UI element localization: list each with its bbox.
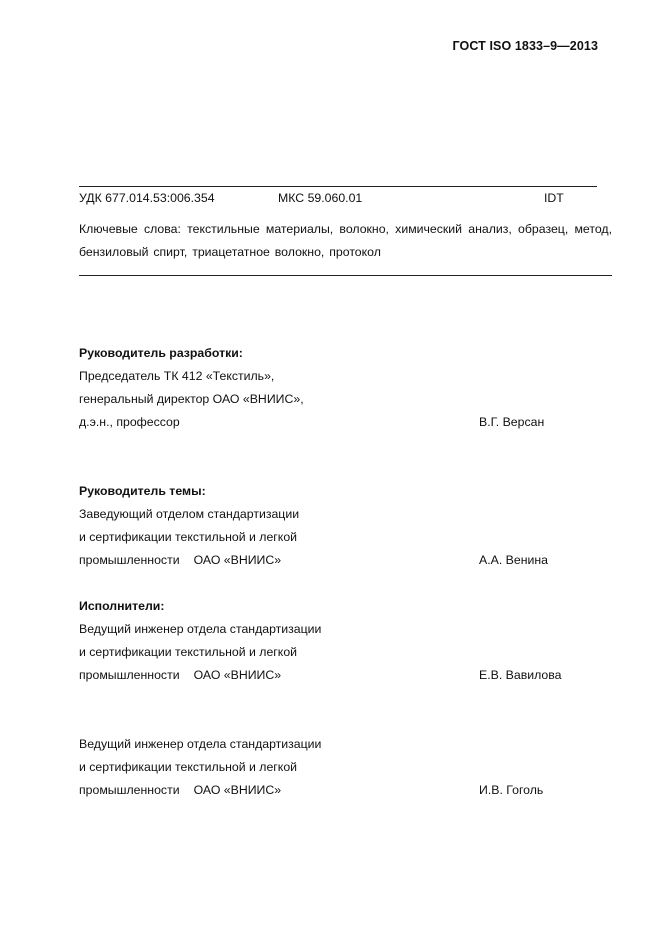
section-title-development-lead: Руководитель разработки: xyxy=(79,346,243,360)
position-line: Председатель ТК 412 «Текстиль», xyxy=(79,369,275,383)
bottom-divider xyxy=(79,275,612,276)
mks-code: МКС 59.060.01 xyxy=(278,191,363,205)
position-line: и сертификации текстильной и легкой xyxy=(79,760,298,774)
person-name: А.А. Венина xyxy=(479,553,548,567)
position-line xyxy=(79,668,281,682)
organization-name: ОАО «ВНИИС» xyxy=(193,668,282,682)
position-line: Ведущий инженер отдела стандартизации xyxy=(79,737,322,751)
idt-label: IDT xyxy=(544,191,564,205)
position-line: д.э.н., профессор xyxy=(79,415,180,429)
position-line xyxy=(79,553,281,567)
person-name: И.В. Гоголь xyxy=(479,783,544,797)
section-title-topic-lead: Руководитель темы: xyxy=(79,484,206,498)
person-name: В.Г. Версан xyxy=(479,415,545,429)
document-code: ГОСТ ISO 1833–9—2013 xyxy=(452,39,598,53)
position-line: Ведущий инженер отдела стандартизации xyxy=(79,622,322,636)
position-line: и сертификации текстильной и легкой xyxy=(79,645,298,659)
position-line: Заведующий отделом стандартизации xyxy=(79,507,300,521)
person-name: Е.В. Вавилова xyxy=(479,668,562,682)
top-divider xyxy=(79,186,597,187)
industry-text: промышленности xyxy=(79,553,180,567)
position-line: генеральный директор ОАО «ВНИИС», xyxy=(79,392,304,406)
organization-name: ОАО «ВНИИС» xyxy=(193,783,282,797)
udk-code: УДК 677.014.53:006.354 xyxy=(79,191,215,205)
industry-text: промышленности xyxy=(79,783,180,797)
industry-text: промышленности xyxy=(79,668,180,682)
organization-name: ОАО «ВНИИС» xyxy=(193,553,282,567)
position-line: и сертификации текстильной и легкой xyxy=(79,530,298,544)
position-line xyxy=(79,783,281,797)
section-title-executors: Исполнители: xyxy=(79,599,165,613)
keywords-paragraph: Ключевые слова: текстильные материалы, волокно, химический анализ, образец, метод, бензиловый спирт, триацетатное волокно, протокол xyxy=(79,222,612,259)
